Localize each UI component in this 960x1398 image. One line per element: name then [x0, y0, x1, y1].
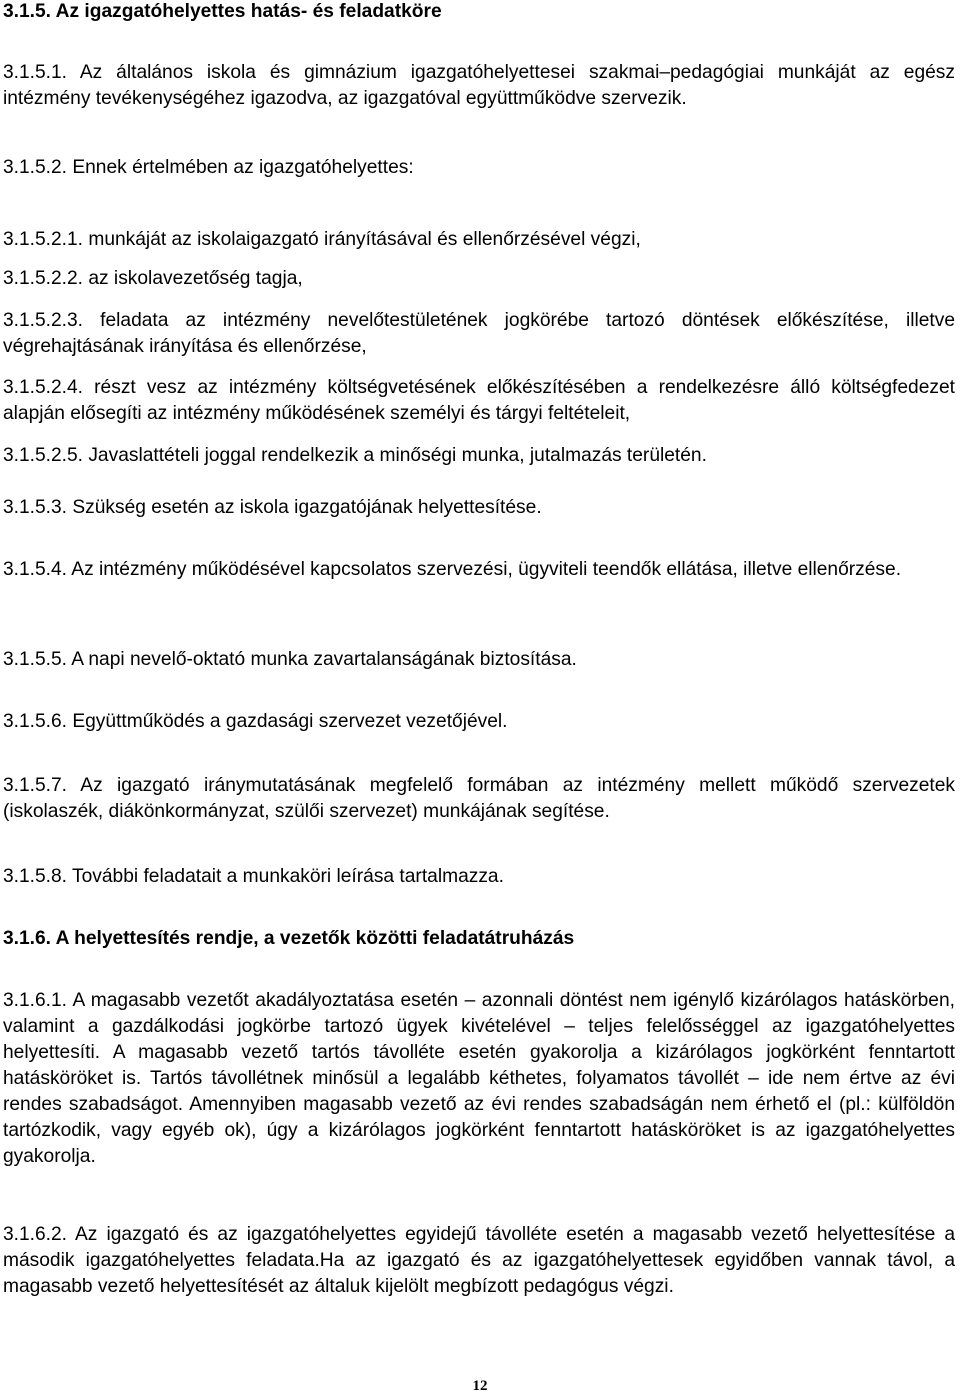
paragraph-3-1-5-7: 3.1.5.7. Az igazgató iránymutatásának megfelelő formában az intézmény mellett működő szervezetek (iskolaszék, diákönkormányzat, szülői szervezet) munkájának segítése.: [3, 775, 955, 822]
paragraph-3-1-5-1: 3.1.5.1. Az általános iskola és gimnázium igazgatóhelyettesei szakmai–pedagógiai munkáját az egész intézmény tevékenységéhez igazodva, az igazgatóval együttműködve szervezik.: [3, 62, 955, 109]
section-heading-3-1-5: 3.1.5. Az igazgatóhelyettes hatás- és feladatköre: [3, 1, 442, 22]
paragraph-3-1-6-2: 3.1.6.2. Az igazgató és az igazgatóhelyettes egyidejű távolléte esetén a magasabb vezető helyettesítése a második igazgatóhelyettes feladata.Ha az igazgató és az igazgatóhelyettesek egyidőben vannak távol, a magasabb vezető helyettesítését az általuk kijelölt megbízott pedagógus végzi.: [3, 1224, 955, 1297]
paragraph-3-1-6-1: 3.1.6.1. A magasabb vezetőt akadályoztatása esetén – azonnali döntést nem igénylő kizárólagos hatáskörben, valamint a gazdálkodási jogkörbe tartozó ügyek kivételével – teljes felelősséggel az igazgatóhelyettes helyettesíti. A magasabb vezető tartós távolléte esetén gyakorolja a kizárólagos jogkörként fenntartott hatásköröket is. Tartós távollétnek minősül a legalább kéthetes, folyamatos távollét – ide nem értve az évi rendes szabadságot. Amennyiben magasabb vezető az évi rendes szabadságán nem érhető el (pl.: külföldön tartózkodik, vagy egyéb ok), úgy a kizárólagos jogkörként fenntartott hatásköröket is az igazgatóhelyettes gyakorolja.: [3, 990, 955, 1167]
paragraph-3-1-5-2-5: 3.1.5.2.5. Javaslattételi joggal rendelkezik a minőségi munka, jutalmazás területén.: [3, 445, 707, 466]
paragraph-3-1-5-6: 3.1.5.6. Együttműködés a gazdasági szervezet vezetőjével.: [3, 711, 508, 732]
paragraph-3-1-5-8: 3.1.5.8. További feladatait a munkaköri leírása tartalmazza.: [3, 866, 504, 887]
section-heading-3-1-6: 3.1.6. A helyettesítés rendje, a vezetők közötti feladatátruházás: [3, 928, 575, 949]
paragraph-3-1-5-2: 3.1.5.2. Ennek értelmében az igazgatóhelyettes:: [3, 157, 414, 178]
paragraph-3-1-5-2-3: 3.1.5.2.3. feladata az intézmény nevelőtestületének jogkörébe tartozó döntések előkészítése, illetve végrehajtásának irányítása és ellenőrzése,: [3, 310, 955, 357]
paragraph-3-1-5-5: 3.1.5.5. A napi nevelő-oktató munka zavartalanságának biztosítása.: [3, 649, 577, 670]
paragraph-3-1-5-4: 3.1.5.4. Az intézmény működésével kapcsolatos szervezési, ügyviteli teendők ellátása, illetve ellenőrzése.: [3, 559, 902, 580]
page-number: 12: [472, 1378, 488, 1394]
paragraph-3-1-5-3: 3.1.5.3. Szükség esetén az iskola igazgatójának helyettesítése.: [3, 497, 542, 518]
paragraph-3-1-5-2-2: 3.1.5.2.2. az iskolavezetőség tagja,: [3, 268, 303, 289]
paragraph-3-1-5-2-4: 3.1.5.2.4. részt vesz az intézmény költségvetésének előkészítésében a rendelkezésre álló költségfedezet alapján elősegíti az intézmény működésének személyi és tárgyi feltételeit,: [3, 377, 955, 424]
paragraph-3-1-5-2-1: 3.1.5.2.1. munkáját az iskolaigazgató irányításával és ellenőrzésével végzi,: [3, 229, 641, 250]
